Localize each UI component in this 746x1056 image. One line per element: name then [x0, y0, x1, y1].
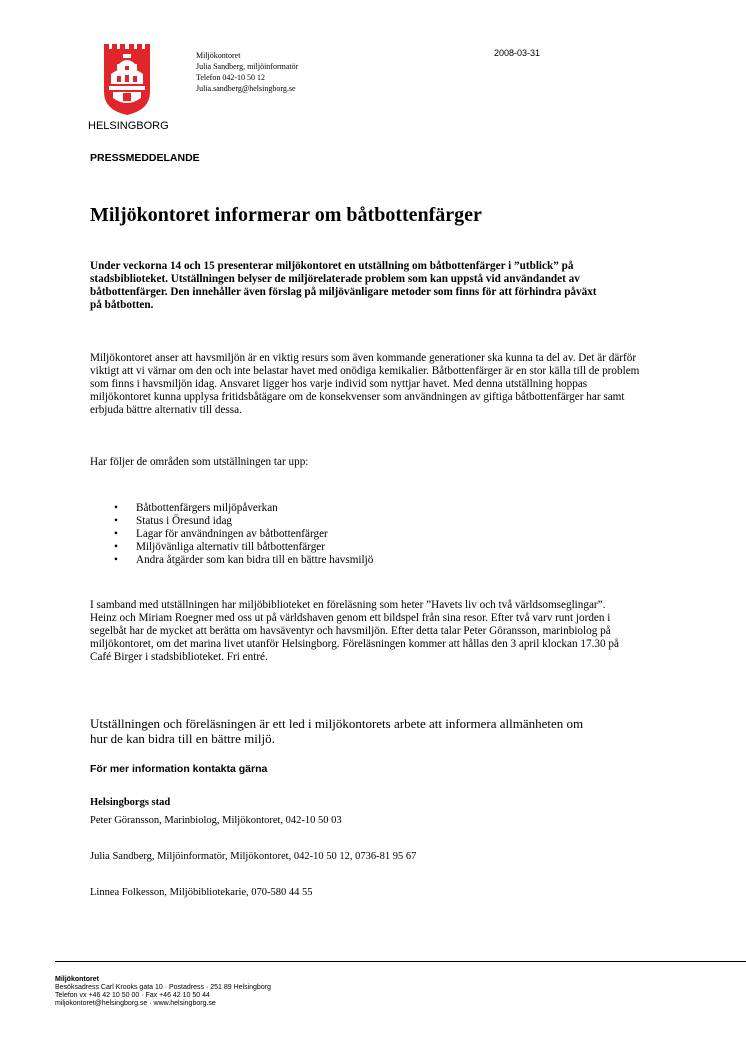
body-paragraph-3: I samband med utställningen har miljöbiblioteket en föreläsning som heter ”Havets liv och två världsomseglingar”. Heinz och Miriam Roegner med oss ut på världshaven genom ett bildspel från sina resor. Efter två varv runt jorden i segelbåt har de mycket att berätta om havsäventyr och havsmiljön. Efter detta talar Peter Göransson, marinbiolog på miljökontoret, om det marina livet utanför Helsingborg. Föreläsningen kommer att hållas den 3 april klockan 17.30 på Café Birger i stadsbiblioteket. Fri entré. [90, 599, 619, 663]
footer-name: Miljökontoret [55, 976, 99, 983]
sender-person: Julia Sandberg, miljöinformatör [196, 62, 299, 71]
sender-email[interactable]: Julia.sandberg@helsingborg.se [196, 84, 296, 93]
list-item: • Andra åtgärder som kan bidra till en bättre havsmiljö [114, 554, 374, 566]
list-item: • Miljövänliga alternativ till båtbottenfärger [114, 541, 325, 553]
body-paragraph-1: Miljökontoret anser att havsmiljön är en viktig resurs som även kommande generationer ska kunna ta del av. Det är därför viktigt att vi värnar om den och inte belastar havet med onödiga kemikalier. Båtbottenfärger är en stor källa till de problem som finns i havsmiljön idag. Ansvaret ligger hos varje individ som nyttjar havet. Med denna utställning hoppas miljökontoret kunna upplysa fritidsbåtägare om de konsekvenser som användningen av giftiga båtbottenfärger har samt erbjuda bättre alternativ till dessa. [90, 352, 640, 416]
footer-divider [55, 961, 746, 962]
document-date: 2008-03-31 [494, 48, 541, 58]
helsingborg-coat-of-arms-logo [103, 42, 151, 116]
list-item: • Status i Öresund idag [114, 515, 233, 527]
footer-web[interactable]: miljokontoret@helsingborg.se · www.helsingborg.se [55, 1000, 216, 1007]
body-paragraph-2: Har följer de områden som utställningen tar upp: [90, 456, 309, 468]
bullet-icon: • [114, 528, 118, 540]
bullet-icon: • [114, 515, 118, 527]
bullet-icon: • [114, 554, 118, 566]
footer [55, 976, 271, 1008]
contact-line: Peter Göransson, Marinbiolog, Miljökontoret, 042-10 50 03 [90, 815, 342, 826]
lead-paragraph: Under veckorna 14 och 15 presenterar miljökontoret en utställning om båtbottenfärger i ”utblick” på stadsbiblioteket. Utställningen belyser de miljörelaterade problem som kan uppstå vid användandet av båtbottenfärger. Den innehåller även förslag på miljövänligare metoder som finns för att förhindra påväxt på båtbotten. [90, 260, 597, 311]
sender-office: Miljökontoret [196, 51, 241, 60]
list-item: • Båtbottenfärgers miljöpåverkan [114, 502, 278, 514]
more-info-heading: För mer information kontakta gärna [90, 763, 268, 775]
bullet-icon: • [114, 502, 118, 514]
sender-block [196, 50, 298, 94]
contact-line: Julia Sandberg, Miljöinformatör, Miljökontoret, 042-10 50 12, 0736-81 95 67 [90, 851, 417, 862]
document-type-label: PRESSMEDDELANDE [90, 152, 200, 164]
footer-phone: Telefon vx +46 42 10 50 00 · Fax +46 42 10 50 44 [55, 992, 210, 999]
list-item: • Lagar för användningen av båtbottenfärger [114, 528, 328, 540]
body-paragraph-4: Utställningen och föreläsningen är ett led i miljökontorets arbete att informera allmänheten om hur de kan bidra till en bättre miljö. [90, 716, 584, 746]
contact-line: Linnea Folkesson, Miljöbibliotekarie, 070-580 44 55 [90, 887, 313, 898]
footer-address: Besöksadress Carl Krooks gata 10 · Postadress · 251 89 Helsingborg [55, 984, 271, 991]
organization-name: Helsingborgs stad [90, 797, 171, 808]
bullet-icon: • [114, 541, 118, 553]
topic-list [90, 502, 373, 567]
sender-phone: Telefon 042-10 50 12 [196, 73, 265, 82]
logo-wordmark: HELSINGBORG [88, 120, 169, 132]
headline: Miljökontoret informerar om båtbottenfärger [90, 204, 482, 226]
